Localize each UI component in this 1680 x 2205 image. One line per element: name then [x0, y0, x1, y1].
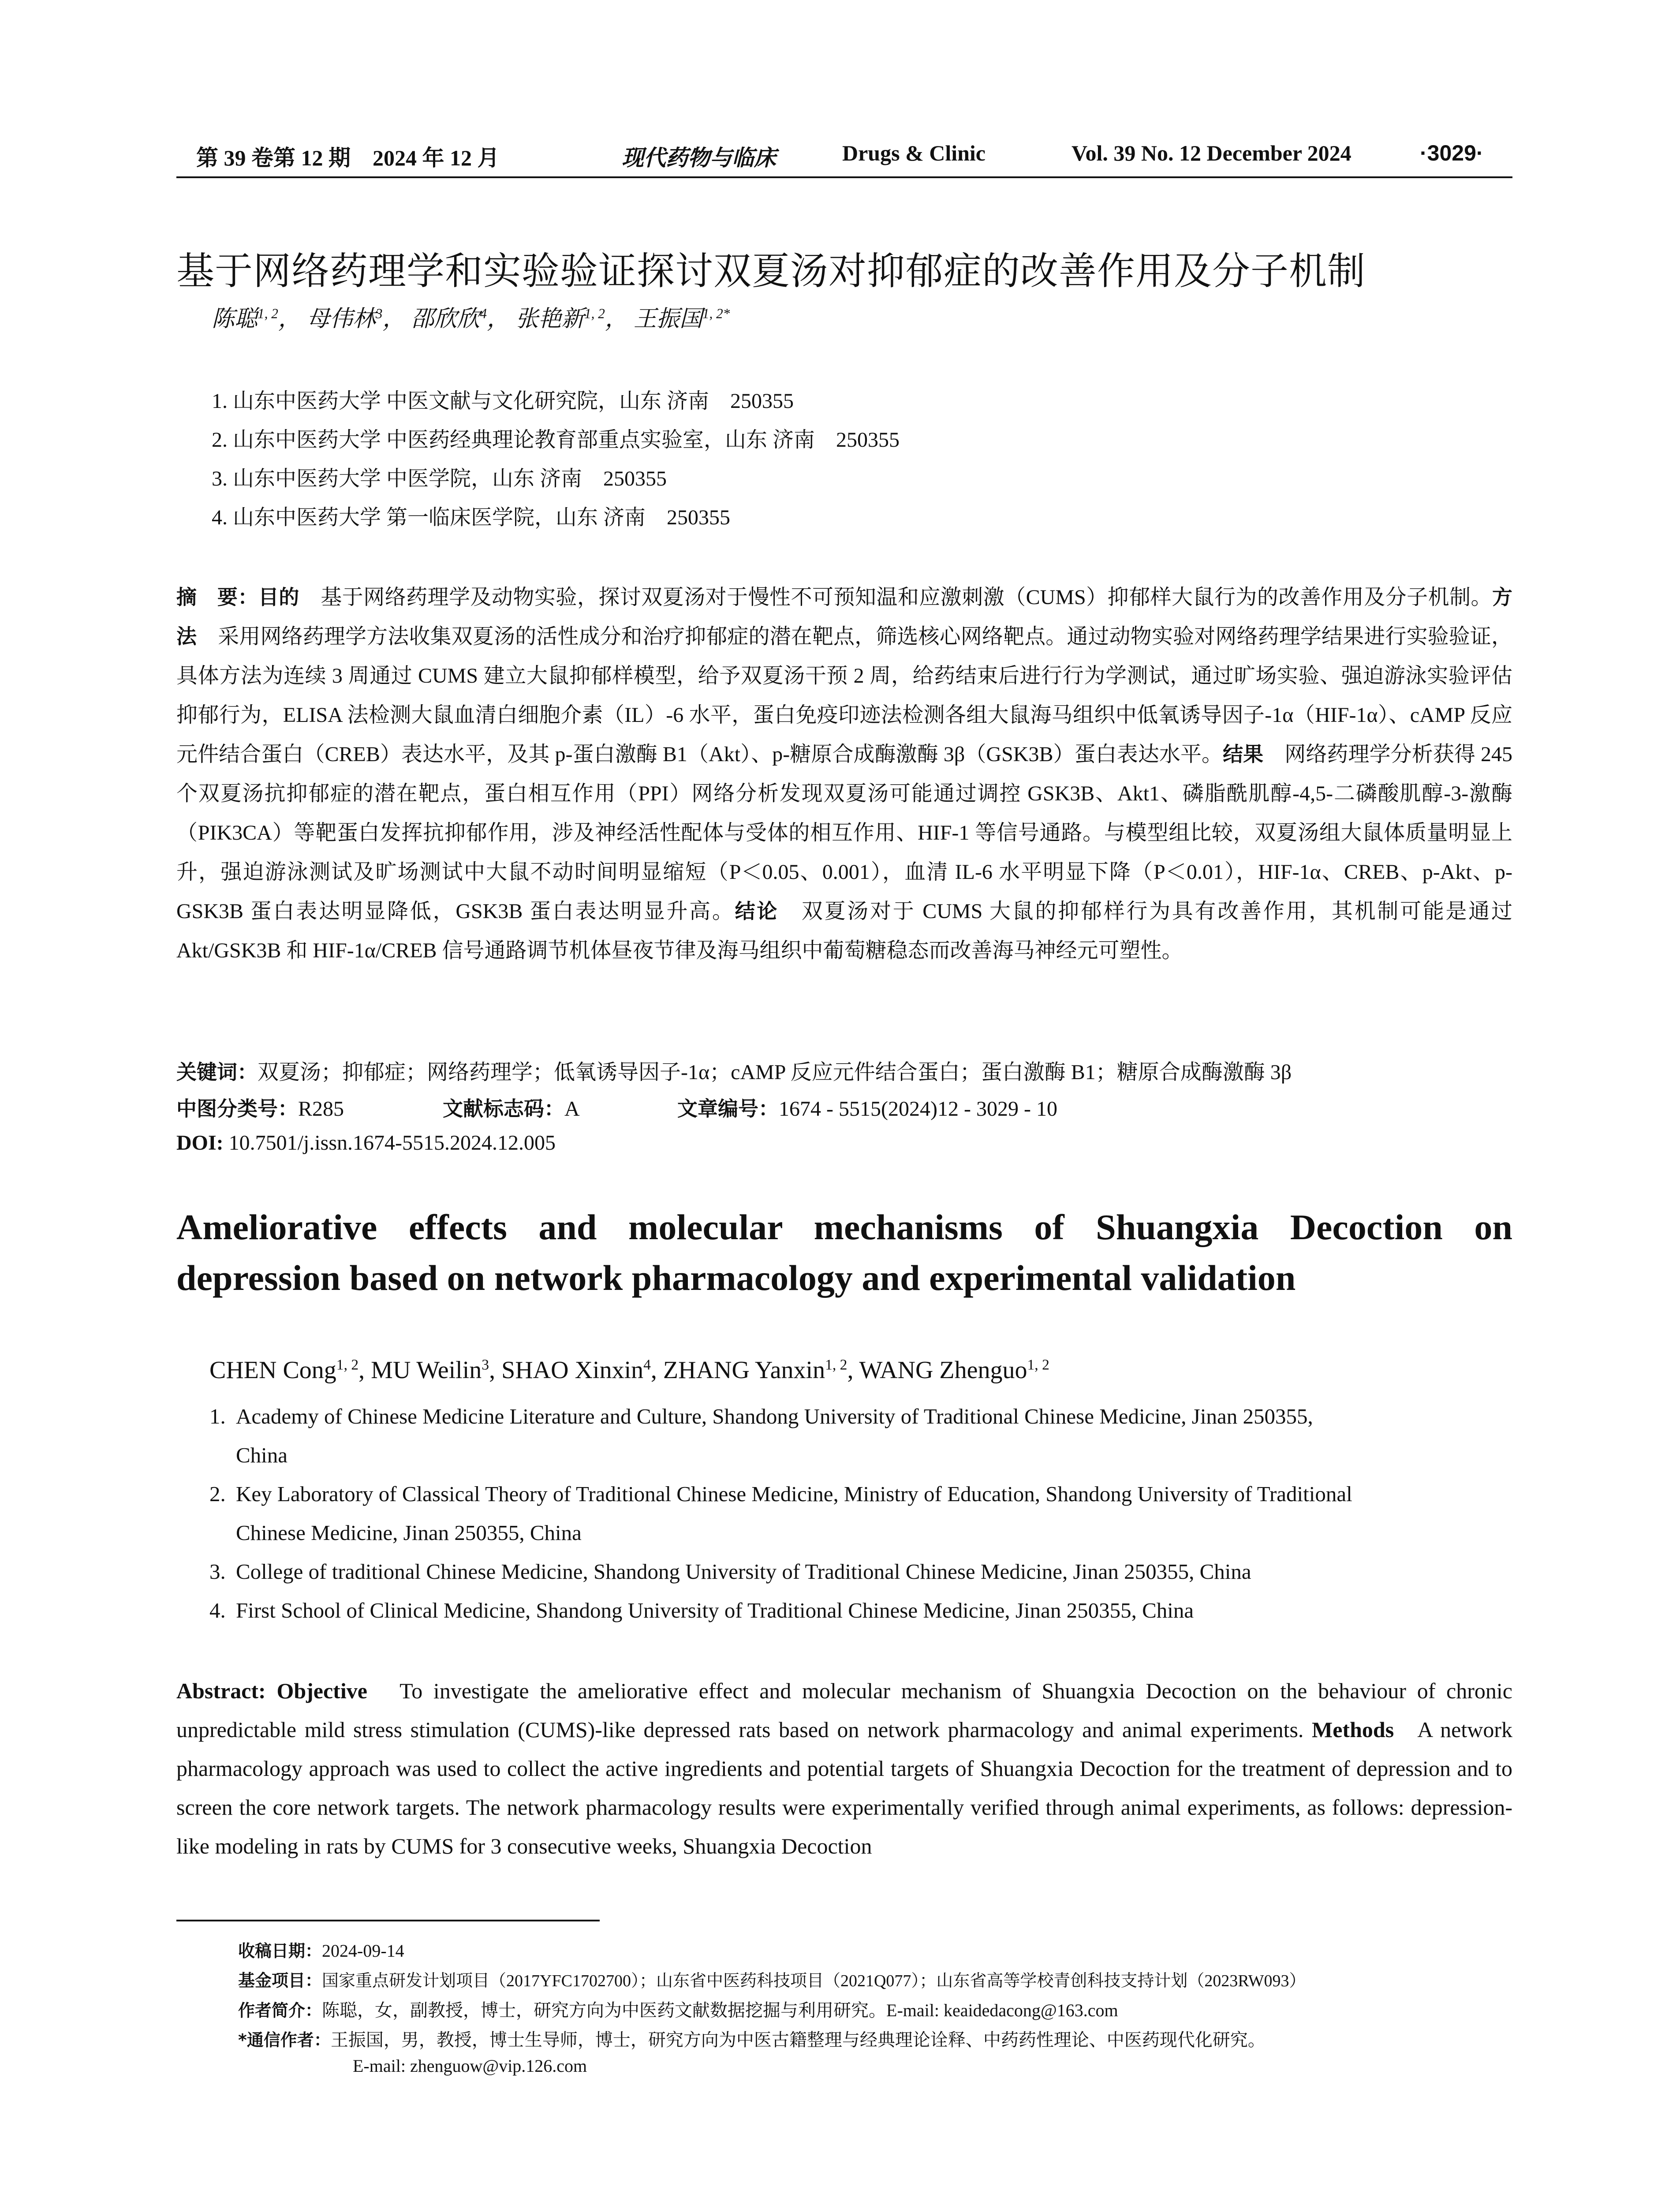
author-cn: 母伟林 — [306, 306, 376, 332]
header-journal-en: Drugs & Clinic — [842, 141, 986, 165]
keywords-cn-label: 关键词： — [176, 1060, 258, 1084]
author-en-sup: 1, 2 — [825, 1357, 847, 1373]
keywords-cn — [176, 1055, 1512, 1085]
affiliation-en — [209, 1397, 1512, 1475]
received-value: 2024-09-14 — [322, 1941, 404, 1961]
abstract-en-label: Abstract: — [176, 1678, 266, 1703]
affiliation-cn: 1. 山东中医药大学 中医文献与文化研究院，山东 济南 250355 — [212, 389, 794, 413]
doi-line — [176, 1131, 1512, 1155]
footnote-received — [238, 1937, 404, 1962]
author-cn: 陈聪 — [212, 306, 258, 332]
affiliation-en-cont: China — [236, 1443, 288, 1467]
affiliation-en — [209, 1475, 1512, 1552]
doc-code-label: 文献标志码： — [443, 1097, 565, 1121]
author-cn-sup: 1, 2* — [702, 306, 730, 321]
methods-cn-label: 方法 — [176, 585, 1513, 648]
author-cn-sup: 1, 2 — [584, 306, 605, 321]
title-en-line1: Ameliorative effects and molecular mechanisms of Shuangxia Decoction on — [176, 1207, 1512, 1247]
objective-en: To investigate the ameliorative effect and molecular mechanism of Shuangxia Decoction on the behaviour of chronic unpredictable mild stress stimulation (CUMS)-like depressed rats based on network pharmacology and animal experiments. — [176, 1678, 1512, 1742]
abstract-cn — [176, 578, 1512, 970]
affiliation-en-line: First School of Clinical Medicine, Shandong University of Traditional Chinese Medicine, Jinan 250355, China — [236, 1598, 1194, 1622]
footnote-fund — [238, 1967, 1306, 1991]
results-cn: 网络药理学分析获得 245 个双夏汤抗抑郁症的潜在靶点，蛋白相互作用（PPI）网络分析发现双夏汤可能通过调控 GSK3B、Akt1、磷脂酰肌醇-4,5-二磷酸肌醇-3-激酶（PIK3CA）等靶蛋白发挥抗抑郁作用，涉及神经活性配体与受体的相互作用、HIF-1 等信号通路。与模型组比较，双夏汤组大鼠体质量明显上升，强迫游泳测试及旷场测试中大鼠不动时间明显缩短（P＜0.05、0.001），血清 IL-6 水平明显下降（P＜0.01），HIF-1α、CREB、p-Akt、p-GSK3B 蛋白表达明显降低，GSK3B 蛋白表达明显升高。 — [176, 743, 1512, 923]
article-no-value: 1674 - 5515(2024)12 - 3029 - 10 — [779, 1097, 1057, 1121]
header-rule — [176, 176, 1512, 178]
affiliation-en-num: 1. — [209, 1404, 226, 1428]
clc-label: 中图分类号： — [176, 1097, 298, 1121]
methods-en: A network pharmacology approach was used to collect the active ingredients and potential targets of Shuangxia Decoction for the treatment of depression and to screen the core network targets. The network pharmacology results were experimentally verified through animal experiments, as follows: depression-like modeling in rats by CUMS for 3 consecutive weeks, Shuangxia Decoction — [176, 1717, 1512, 1858]
fund-value: 国家重点研发计划项目（2017YFC1702700）；山东省中医药科技项目（2021Q077）；山东省高等学校青创科技支持计划（2023RW093） — [322, 1972, 1306, 1990]
footnote-corresponding — [238, 2026, 1266, 2051]
affiliation-en-line: College of traditional Chinese Medicine, Shandong University of Traditional Chinese Medicine, Jinan 250355, China — [236, 1559, 1251, 1584]
author-cn: 邵欣欣 — [411, 306, 480, 332]
title-en-line2: depression based on network pharmacology and experimental validation — [176, 1258, 1296, 1298]
objective-cn-label: 目的 — [258, 585, 299, 609]
methods-en-label: Methods — [1312, 1717, 1394, 1742]
corresponding-value: 王振国，男，教授，博士生导师，博士，研究方向为中医古籍整理与经典理论诠释、中药药性理论、中医药现代化研究。 — [330, 2030, 1266, 2050]
running-header — [176, 140, 1512, 176]
doi-label: DOI: — [176, 1131, 224, 1155]
affiliation-cn: 3. 山东中医药大学 中医学院，山东 济南 250355 — [212, 467, 667, 490]
authors-cn: 陈聪$^{1, 2}$， 母伟林$^3$， 邵欣欣$^4$， 张艳新$^{1, 2}$， 王振国$^{1, 2*}$ — [212, 306, 730, 332]
affiliation-en — [209, 1552, 1512, 1591]
conclusion-cn-label: 结论 — [735, 899, 779, 923]
affiliation-en-cont: Chinese Medicine, Jinan 250355, China — [236, 1521, 582, 1545]
header-issue-cn: 第 39 卷第 12 期 2024 年 12 月 — [196, 146, 500, 170]
footnote-author — [238, 1996, 1118, 2022]
fund-label: 基金项目： — [238, 1971, 322, 1990]
affiliation-en-num: 2. — [209, 1482, 226, 1506]
affiliation-en-num: 4. — [209, 1598, 226, 1622]
author-en: ZHANG Yanxin — [663, 1357, 825, 1384]
conclusion-cn: 双夏汤对于 CUMS 大鼠的抑郁样行为具有改善作用，其机制可能是通过 Akt/GSK3B 和 HIF-1α/CREB 信号通路调节机体昼夜节律及海马组织中葡萄糖稳态而改善海马神经元可塑性。 — [176, 900, 1512, 962]
page-number: ·3029· — [1420, 141, 1484, 165]
abstract-en — [176, 1671, 1512, 1865]
affiliation-en-line: Key Laboratory of Classical Theory of Traditional Chinese Medicine, Ministry of Education, Shandong University of Traditional — [236, 1482, 1352, 1506]
author-en: CHEN Cong — [209, 1357, 336, 1384]
author-en: WANG Zhenguo — [859, 1357, 1027, 1384]
corresponding-email: E-mail: zhenguow@vip.126.com — [353, 2056, 587, 2076]
author-bio-value: 陈聪，女，副教授，博士，研究方向为中医药文献数据挖掘与利用研究。E-mail: keaidedacong@163.com — [322, 2000, 1118, 2020]
doi-value: 10.7501/j.issn.1674-5515.2024.12.005 — [228, 1131, 556, 1155]
author-bio-label: 作者简介： — [238, 2001, 322, 2020]
article-no-label: 文章编号： — [677, 1097, 779, 1121]
author-cn: 王振国 — [633, 306, 702, 332]
author-en-sup: 4 — [643, 1357, 651, 1373]
keywords-cn-text: 双夏汤；抑郁症；网络药理学；低氧诱导因子-1α；cAMP 反应元件结合蛋白；蛋白激酶 B1；糖原合成酶激酶 3β — [258, 1061, 1292, 1084]
received-label: 收稿日期： — [238, 1941, 322, 1961]
header-issue-en: Vol. 39 No. 12 December 2024 — [1071, 141, 1351, 165]
corresponding-label: *通信作者： — [238, 2030, 331, 2050]
title-en — [176, 1202, 1512, 1303]
header-journal-cn: 现代药物与临床 — [622, 145, 776, 171]
affiliation-cn: 2. 山东中医药大学 中医药经典理论教育部重点实验室，山东 济南 250355 — [212, 428, 900, 452]
affiliation-cn: 4. 山东中医药大学 第一临床医学院，山东 济南 250355 — [212, 506, 731, 529]
objective-en-label: Objective — [276, 1678, 367, 1703]
clc-value: R285 — [298, 1097, 344, 1121]
author-en-sup: 1, 2 — [1027, 1357, 1049, 1373]
author-en: MU Weilin — [371, 1357, 482, 1384]
abstract-cn-label: 摘 要： — [176, 585, 258, 609]
author-en-sup: 3 — [482, 1357, 489, 1373]
author-en-sup: 1, 2 — [336, 1357, 359, 1373]
classification-line — [176, 1093, 1512, 1122]
author-cn: 张艳新 — [515, 306, 585, 332]
doc-code-value: A — [564, 1097, 579, 1121]
affiliation-en-num: 3. — [209, 1559, 226, 1584]
footnote-rule — [176, 1920, 600, 1921]
author-cn-sup: 3 — [375, 306, 383, 321]
methods-cn: 采用网络药理学方法收集双夏汤的活性成分和治疗抑郁症的潜在靶点，筛选核心网络靶点。通过动物实验对网络药理学结果进行实验验证，具体方法为连续 3 周通过 CUMS 建立大鼠抑郁样模型，给予双夏汤干预 2 周，给药结束后进行行为学测试，通过旷场实验、强迫游泳实验评估抑郁行为，ELISA 法检测大鼠血清白细胞介素（IL）-6 水平，蛋白免疫印迹法检测各组大鼠海马组织中低氧诱导因子-1α（HIF-1α）、cAMP 反应元件结合蛋白（CREB）表达水平，及其 p-蛋白激酶 B1（Akt）、p-糖原合成酶激酶 3β（GSK3B）蛋白表达水平。 — [176, 625, 1512, 766]
title-cn: 基于网络药理学和实验验证探讨双夏汤对抑郁症的改善作用及分子机制 — [176, 249, 1366, 293]
author-cn-sup: 4 — [480, 306, 487, 321]
affiliation-en-line: Academy of Chinese Medicine Literature and Culture, Shandong University of Traditional Chinese Medicine, Jinan 250355, — [236, 1404, 1313, 1428]
authors-en: CHEN Cong$^{1, 2}$, MU Weilin$^3$, SHAO Xinxin$^4$, ZHANG Yanxin$^{1, 2}$, WANG Zhenguo$^{1, 2}$ — [209, 1357, 1049, 1384]
objective-cn: 基于网络药理学及动物实验，探讨双夏汤对于慢性不可预知温和应激刺激（CUMS）抑郁样大鼠行为的改善作用及分子机制。 — [321, 586, 1493, 609]
results-cn-label: 结果 — [1223, 742, 1264, 766]
author-cn-sup: 1, 2 — [258, 306, 278, 321]
author-en: SHAO Xinxin — [501, 1357, 644, 1384]
affiliation-en — [209, 1591, 1512, 1630]
